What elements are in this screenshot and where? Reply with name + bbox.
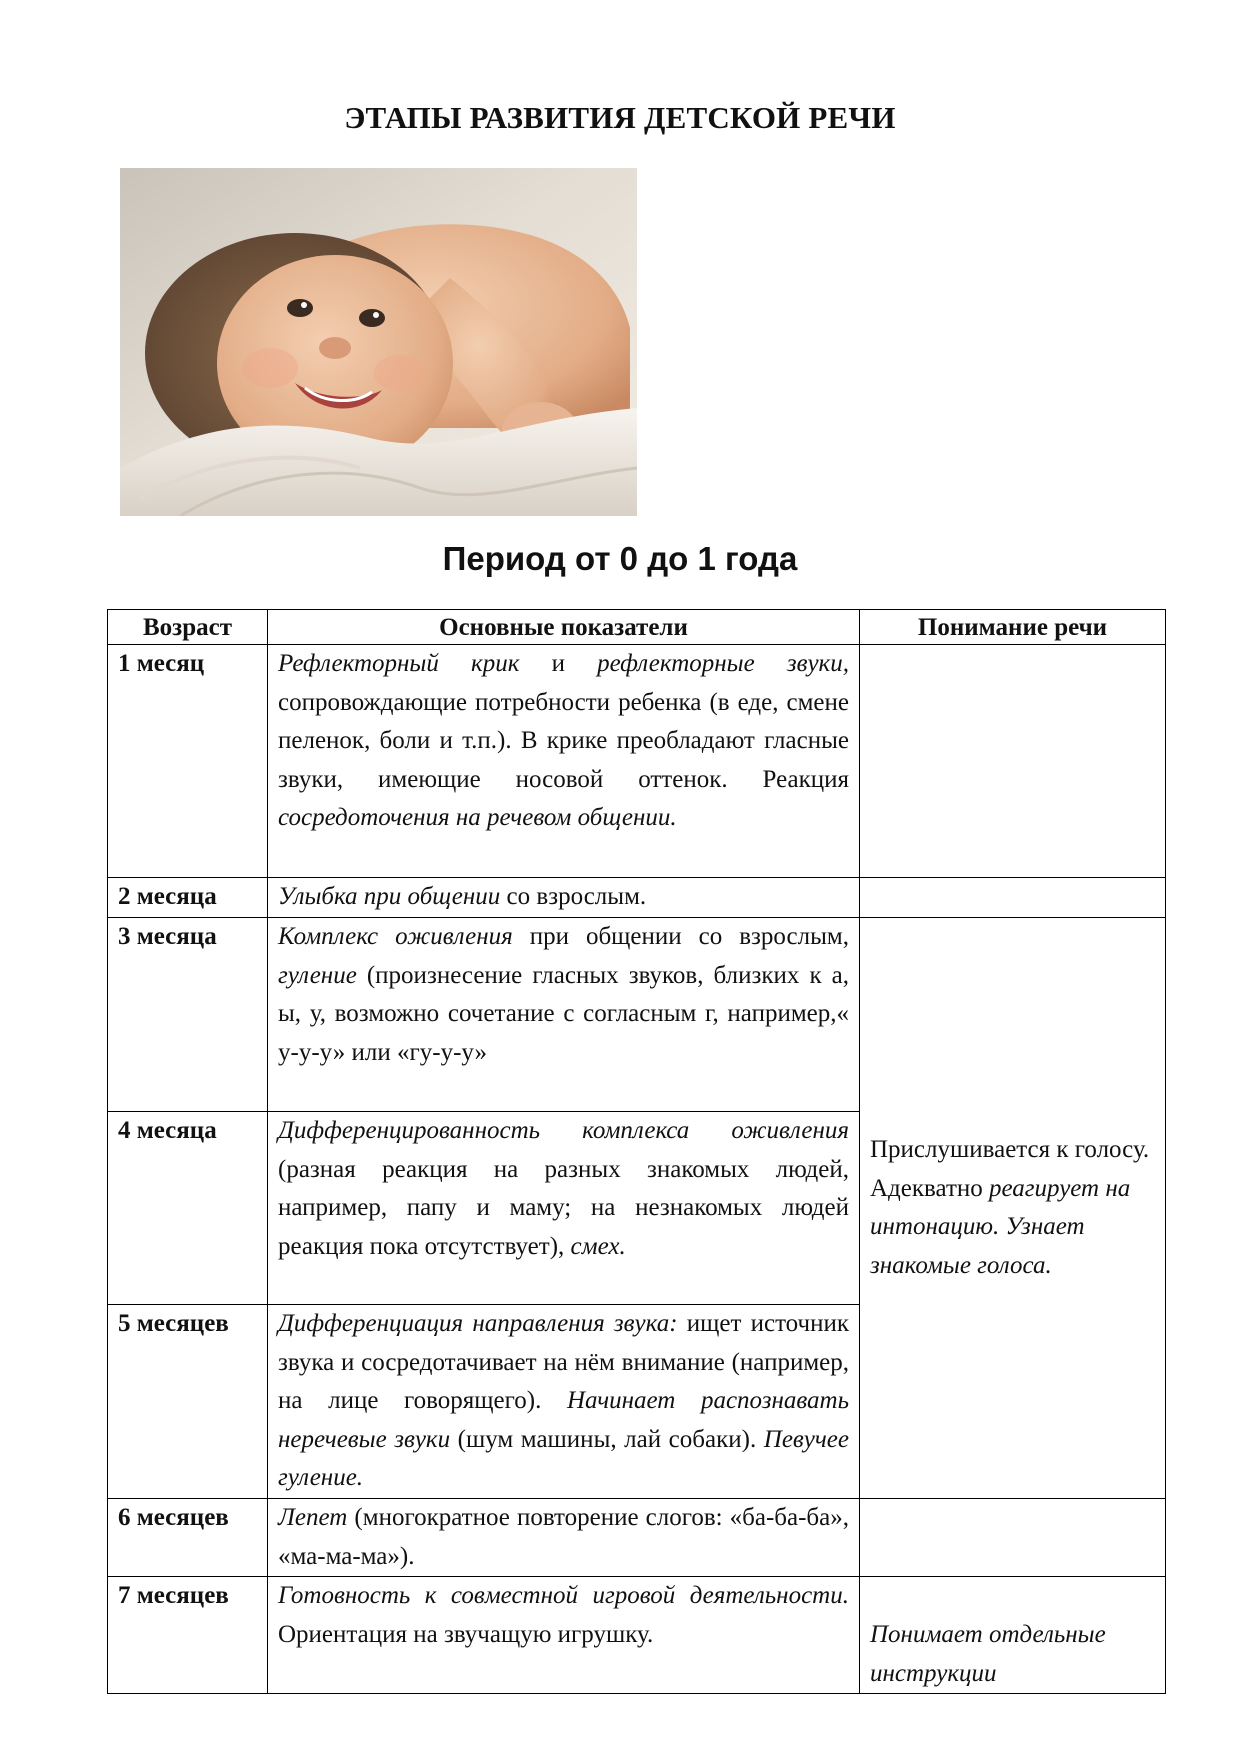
header-age: Возраст (108, 610, 268, 645)
text-segment: и (519, 650, 598, 677)
table-row (108, 645, 1166, 878)
indicators-cell (268, 1112, 860, 1305)
italic-text-segment: смех. (570, 1232, 626, 1260)
age-cell: 6 месяцев (108, 1499, 268, 1577)
italic-text-segment: Рефлекторный крик (278, 650, 520, 677)
italic-text-segment: сосредоточения на речевом общении. (278, 804, 677, 831)
italic-text-segment: Начинает распознавать неречевые звуки (278, 1387, 849, 1453)
text-segment: (многократное повторение слогов: «ба-ба-ба», «ма-ма-ма»). (278, 1504, 849, 1570)
text-segment: со взрослым. (500, 883, 647, 910)
italic-text-segment: Дифференцированность комплекса оживления (278, 1117, 849, 1144)
text-segment: Ориентация на звучащую игрушку. (278, 1620, 654, 1648)
italic-text-segment: Певучее гуление. (278, 1425, 849, 1491)
text-segment: (разная реакция на разных знакомых людей, например, папу и маму; на незнакомых людей реакция пока отсутствует), (278, 1155, 849, 1260)
speech-stages-table (107, 609, 1166, 1694)
indicators-cell (268, 918, 860, 1112)
indicators-cell (268, 1577, 860, 1694)
table-row (108, 1577, 1166, 1694)
italic-text-segment: реагирует на интонацию. Узнает знакомые голоса. (870, 1174, 1131, 1279)
indicators-cell (268, 1305, 860, 1499)
table-row (108, 878, 1166, 918)
age-cell: 1 месяц (108, 645, 268, 878)
italic-text-segment: Улыбка при общении (278, 883, 501, 910)
section-title: Период от 0 до 1 года (442, 540, 798, 577)
age-cell: 3 месяца (108, 918, 268, 1112)
italic-text-segment: гуление (278, 961, 357, 989)
indicators-cell (268, 878, 860, 918)
table-header-row (108, 610, 1166, 645)
table-row (108, 1499, 1166, 1577)
age-cell: 2 месяца (108, 878, 268, 918)
text-segment: (произнесение гласных звуков, близких к а, ы, у, возможно сочетание с согласным г, например,« у-у-у» или «гу-у-у» (278, 961, 849, 1066)
italic-text-segment: Дифференциация направления звука: (278, 1310, 678, 1337)
italic-text-segment: Готовность к совместной игровой деятельности. (278, 1582, 849, 1609)
age-cell: 4 месяца (108, 1112, 268, 1305)
age-cell: 7 месяцев (108, 1577, 268, 1694)
text-segment: при общении со взрослым, (512, 923, 849, 950)
italic-text-segment: Лепет (278, 1504, 348, 1531)
understanding-cell (860, 645, 1166, 878)
text-segment: сопровождающие потребности ребенка (в еде, смене пеленок, боли и т.п.). В крике преобладают гласные звуки, имеющие носовой оттенок. Реакция (278, 688, 849, 793)
header-speech-understanding: Понимание речи (860, 610, 1166, 645)
understanding-cell-month-7 (860, 1577, 1166, 1694)
indicators-cell (268, 1499, 860, 1577)
understanding-cell-months-3-5 (860, 918, 1166, 1499)
header-main-indicators: Основные показатели (268, 610, 860, 645)
italic-text-segment: Комплекс оживления (278, 923, 513, 950)
italic-text-segment: Понимает отдельные инструкции (870, 1621, 1106, 1687)
understanding-cell (860, 878, 1166, 918)
indicators-cell (268, 645, 860, 878)
table-row (108, 918, 1166, 1112)
age-cell: 5 месяцев (108, 1305, 268, 1499)
document-title: ЭТАПЫ РАЗВИТИЯ ДЕТСКОЙ РЕЧИ (344, 100, 896, 135)
text-segment: Прислушивается к голосу. Адекватно (870, 1136, 1150, 1202)
text-segment: ищет источник звука и сосредотачивает на нём внимание (например, на лице говорящего). (278, 1310, 849, 1414)
baby-photo (120, 168, 637, 516)
italic-text-segment: рефлекторные звуки, (597, 650, 850, 677)
text-segment: (шум машины, лай собаки). (450, 1425, 764, 1453)
understanding-cell (860, 1499, 1166, 1577)
